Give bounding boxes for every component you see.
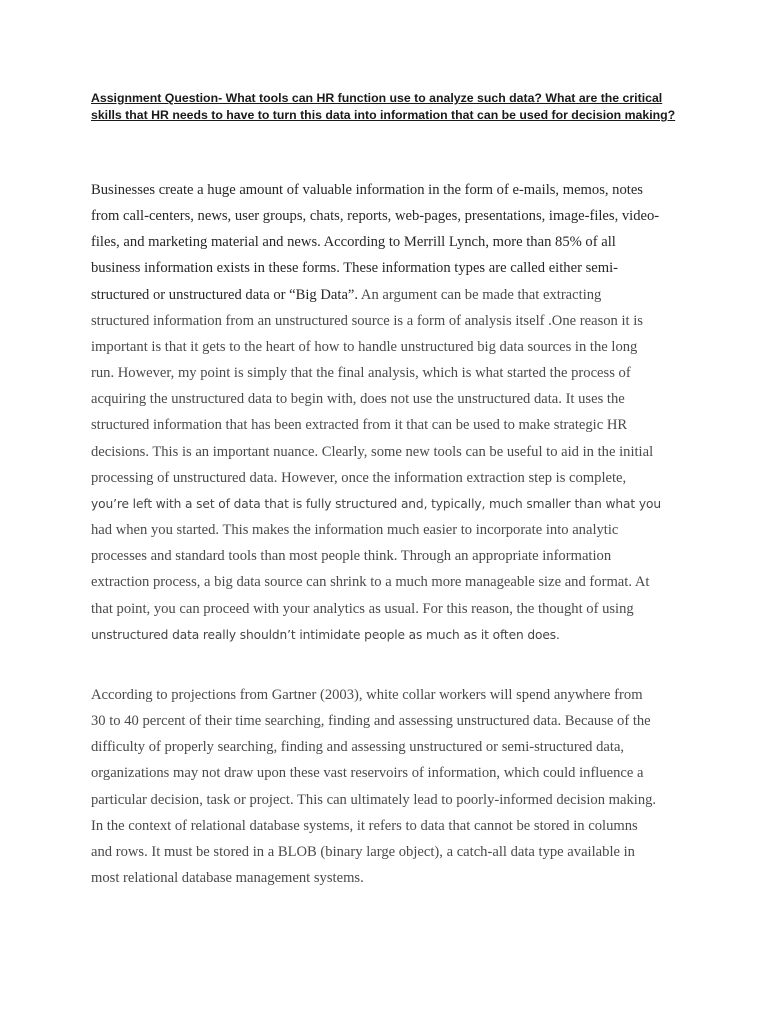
text-line: structured information from an unstructured source is a form of analysis itself .One reason it is bbox=[91, 312, 643, 329]
paragraph-big-data bbox=[91, 177, 691, 648]
text-segment: An argument can be made that extracting bbox=[358, 286, 602, 303]
text-line: processes and standard tools than most people think. Through an appropriate information bbox=[91, 548, 612, 565]
text-line: you’re left with a set of data that is fully structured and, typically, much smaller than what you bbox=[91, 496, 661, 511]
text-line-mixed bbox=[91, 282, 691, 308]
text-line: run. However, my point is simply that the final analysis, which is what started the process of bbox=[91, 365, 631, 382]
text-segment: structured or unstructured data or “Big Data”. bbox=[91, 286, 359, 303]
text-line: Businesses create a huge amount of valuable information in the form of e-mails, memos, notes bbox=[91, 182, 643, 198]
text-line: from call-centers, news, user groups, chats, reports, web-pages, presentations, image-files, video- bbox=[91, 208, 660, 225]
text-line: difficulty of properly searching, finding and assessing unstructured or semi-structured data, bbox=[91, 739, 625, 756]
text-line: According to projections from Gartner (2003), white collar workers will spend anywhere from bbox=[91, 687, 643, 703]
assignment-question-heading: Assignment Question- What tools can HR function use to analyze such data? What are the critical skills that HR needs to have to turn this data into information that can be used for decision making? bbox=[91, 91, 676, 122]
text-line: important is that it gets to the heart of how to handle unstructured big data sources in the long bbox=[91, 338, 638, 355]
text-line: business information exists in these forms. These information types are called either semi- bbox=[91, 260, 618, 277]
text-line: unstructured data really shouldn’t intimidate people as much as it often does. bbox=[91, 627, 560, 642]
text-line: In the context of relational database systems, it refers to data that cannot be stored in columns bbox=[91, 817, 638, 834]
text-line: extraction process, a big data source can shrink to a much more manageable size and format. At bbox=[91, 574, 650, 591]
text-line: most relational database management systems. bbox=[91, 870, 364, 887]
text-line: organizations may not draw upon these vast reservoirs of information, which could influence a bbox=[91, 765, 644, 782]
paragraph-gartner bbox=[91, 682, 691, 891]
text-line: particular decision, task or project. This can ultimately lead to poorly-informed decision making. bbox=[91, 791, 657, 808]
text-line: processing of unstructured data. However, once the information extraction step is complete, bbox=[91, 469, 627, 486]
text-line: structured information that has been extracted from it that can be used to make strategic HR bbox=[91, 417, 628, 434]
text-line: and rows. It must be stored in a BLOB (binary large object), a catch-all data type available in bbox=[91, 843, 635, 860]
text-line: acquiring the unstructured data to begin with, does not use the unstructured data. It uses the bbox=[91, 391, 625, 408]
text-line: 30 to 40 percent of their time searching, finding and assessing unstructured data. Because of the bbox=[91, 713, 651, 730]
text-line: had when you started. This makes the information much easier to incorporate into analytic bbox=[91, 522, 619, 539]
text-line: that point, you can proceed with your analytics as usual. For this reason, the thought of using bbox=[91, 600, 634, 617]
text-line: decisions. This is an important nuance. Clearly, some new tools can be useful to aid in the initial bbox=[91, 443, 654, 460]
text-line: files, and marketing material and news. According to Merrill Lynch, more than 85% of all bbox=[91, 234, 616, 251]
